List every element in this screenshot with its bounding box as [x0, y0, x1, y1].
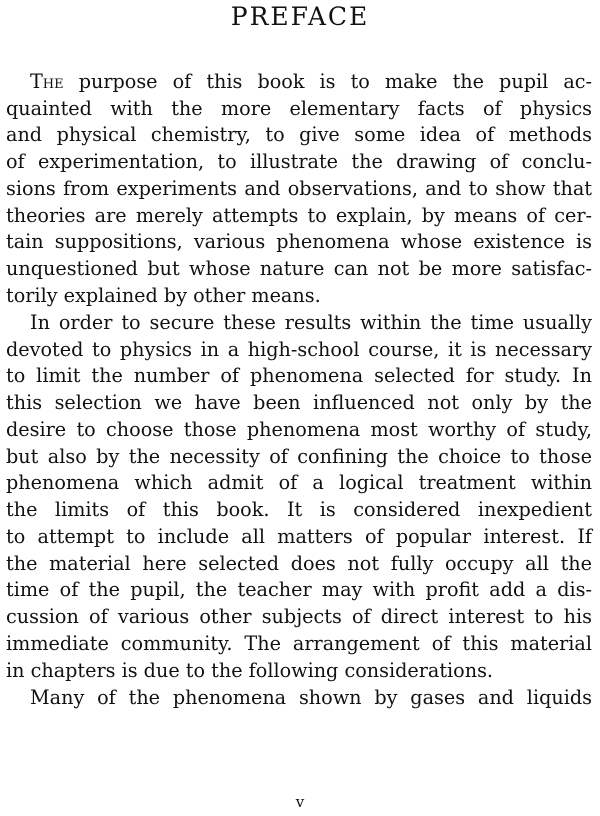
text-line: time of the pupil, the teacher may with profit add a dis- — [6, 578, 592, 601]
text-line: to attempt to include all matters of popular interest. If — [6, 525, 592, 548]
text-line: theories are merely attempts to explain, by means of cer- — [6, 204, 592, 227]
text-line: desire to choose those phenomena most worthy of study, — [6, 418, 592, 441]
page-title: PREFACE — [230, 2, 370, 31]
text-line: but also by the necessity of confining the choice to those — [6, 445, 592, 468]
text-line: to limit the number of phenomena selected for study. In — [6, 364, 592, 387]
text-line: phenomena which admit of a logical treatment within — [6, 471, 592, 494]
text-line: The purpose of this book is to make the pupil ac- — [30, 70, 592, 93]
text-line: immediate community. The arrangement of this material — [6, 632, 592, 655]
text-line: and physical chemistry, to give some idea of methods — [6, 123, 592, 146]
page-number: v — [295, 793, 305, 811]
text-line: the material here selected does not fully occupy all the — [6, 552, 592, 575]
text-line: quainted with the more elementary facts of physics — [6, 97, 592, 120]
text-line: tain suppositions, various phenomena whose existence is — [6, 230, 592, 253]
text-line: in chapters is due to the following considerations. — [6, 659, 494, 682]
text-line: this selection we have been influenced not only by the — [6, 391, 592, 414]
text-line: devoted to physics in a high-school course, it is necessary — [6, 338, 592, 361]
text-line: sions from experiments and observations, and to show that — [6, 177, 592, 200]
first-word: The — [30, 70, 64, 93]
text-line: of experimentation, to illustrate the drawing of conclu- — [6, 150, 592, 173]
text-line: cussion of various other subjects of direct interest to his — [6, 605, 592, 628]
text-line: torily explained by other means. — [6, 284, 321, 307]
text-line: the limits of this book. It is considered inexpedient — [6, 498, 592, 521]
text-line: In order to secure these results within the time usually — [30, 311, 592, 334]
text-line: unquestioned but whose nature can not be more satisfac- — [6, 257, 592, 280]
text-line: Many of the phenomena shown by gases and liquids — [30, 686, 592, 709]
